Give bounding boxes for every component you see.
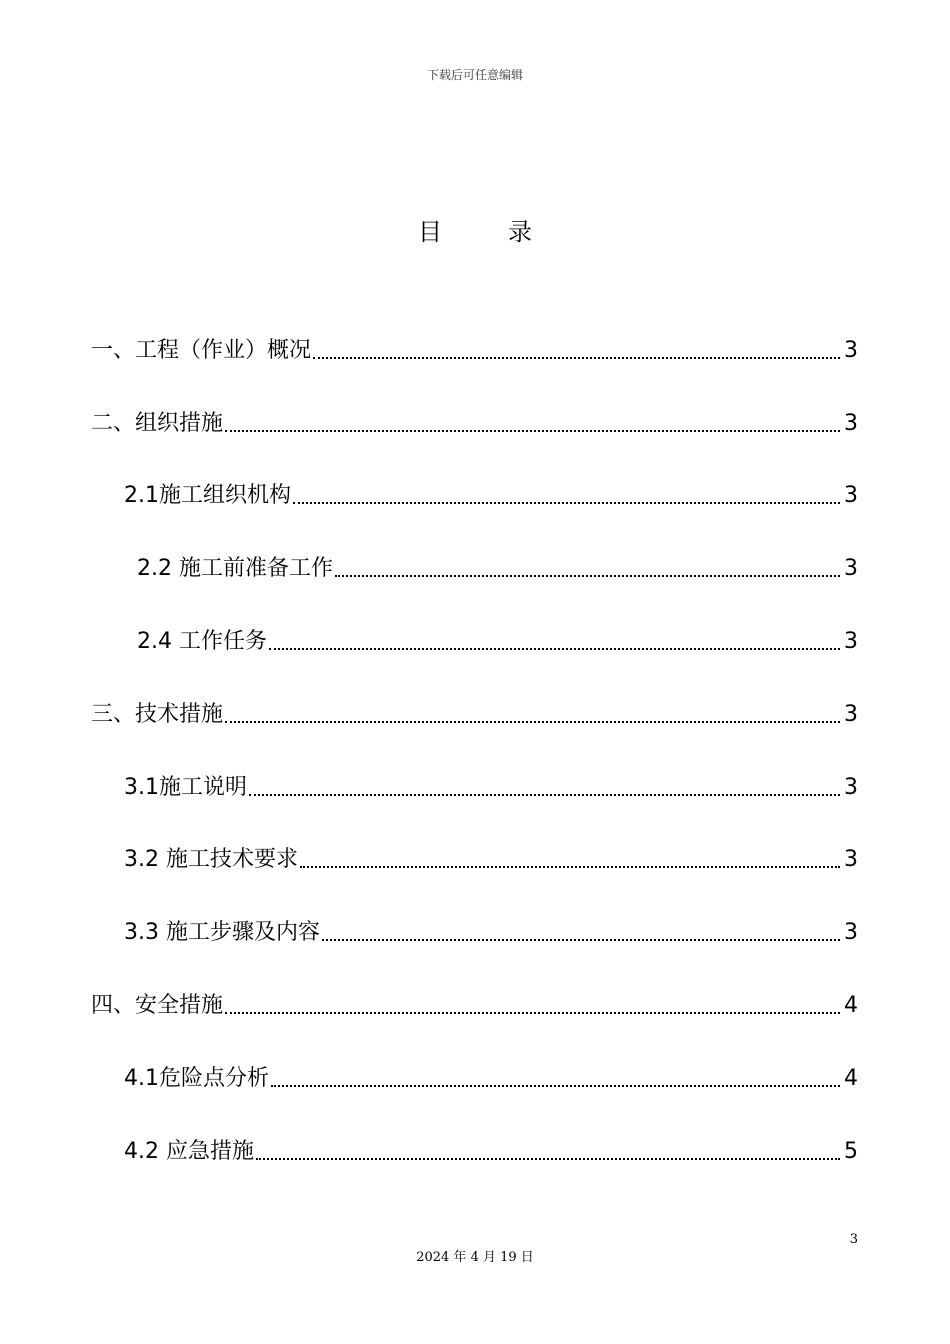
toc-entry-label: 一、工程（作业）概况 xyxy=(91,338,312,363)
toc-entry-page: 3 xyxy=(844,556,858,581)
toc-dot-leader xyxy=(225,430,840,432)
toc-entry-2-4[interactable] xyxy=(137,627,858,657)
toc-dot-leader xyxy=(225,1012,840,1014)
toc-entry-label: 三、技术措施 xyxy=(91,702,224,727)
toc-entry-page: 3 xyxy=(844,483,858,508)
toc-entry-label: 四、安全措施 xyxy=(91,993,224,1018)
toc-entry-2-2[interactable] xyxy=(137,554,858,584)
toc-entry-label: 2.2 施工前准备工作 xyxy=(137,556,333,581)
toc-entry-2-1[interactable] xyxy=(124,481,858,511)
header-note: 下载后可任意编辑 xyxy=(426,68,523,82)
toc-dot-leader xyxy=(293,502,840,504)
toc-entry-4-1[interactable] xyxy=(124,1064,858,1094)
toc-entry-page: 3 xyxy=(844,702,858,727)
toc-dot-leader xyxy=(225,721,840,723)
toc-entry-label: 3.3 施工步骤及内容 xyxy=(124,920,320,945)
toc-entry-page: 3 xyxy=(844,920,858,945)
toc-entry-3-3[interactable] xyxy=(124,918,858,948)
toc-entry-page: 4 xyxy=(844,993,858,1018)
toc-dot-leader xyxy=(300,866,840,868)
toc-title-left: 目 xyxy=(418,218,442,246)
toc-entry-page: 4 xyxy=(844,1066,858,1091)
toc-entry-page: 3 xyxy=(844,847,858,872)
toc-entry-3-2[interactable] xyxy=(124,845,858,875)
toc-dot-leader xyxy=(256,1158,840,1160)
toc-entry-label: 二、组织措施 xyxy=(91,411,224,436)
page-number: 3 xyxy=(849,1232,858,1247)
toc-entry-label: 4.2 应急措施 xyxy=(124,1139,254,1164)
toc-entry-label: 3.2 施工技术要求 xyxy=(124,847,298,872)
toc-entry-page: 3 xyxy=(844,338,858,363)
toc-dot-leader xyxy=(271,1085,840,1087)
toc-entry-3-1[interactable] xyxy=(124,773,858,803)
toc-entry-label: 4.1危险点分析 xyxy=(124,1066,269,1091)
toc-title-right: 录 xyxy=(508,218,532,246)
toc-entry-4-2[interactable] xyxy=(124,1137,858,1167)
toc-dot-leader xyxy=(322,939,840,941)
toc-entry-page: 3 xyxy=(844,629,858,654)
toc-entry-section-1[interactable] xyxy=(91,336,858,366)
toc-entry-page: 5 xyxy=(844,1139,858,1164)
toc-dot-leader xyxy=(335,575,840,577)
toc-entry-label: 2.4 工作任务 xyxy=(137,629,267,654)
toc-entry-section-3[interactable] xyxy=(91,700,858,730)
toc-dot-leader xyxy=(249,794,840,796)
toc-entry-section-2[interactable] xyxy=(91,409,858,439)
footer-date: 2024 年 4 月 19 日 xyxy=(416,1250,534,1265)
toc-entry-page: 3 xyxy=(844,411,858,436)
toc-entry-section-4[interactable] xyxy=(91,991,858,1021)
toc-entry-label: 2.1施工组织机构 xyxy=(124,483,291,508)
toc-entry-page: 3 xyxy=(844,775,858,800)
toc-dot-leader xyxy=(313,357,840,359)
toc-entry-label: 3.1施工说明 xyxy=(124,775,247,800)
toc-dot-leader xyxy=(269,648,840,650)
